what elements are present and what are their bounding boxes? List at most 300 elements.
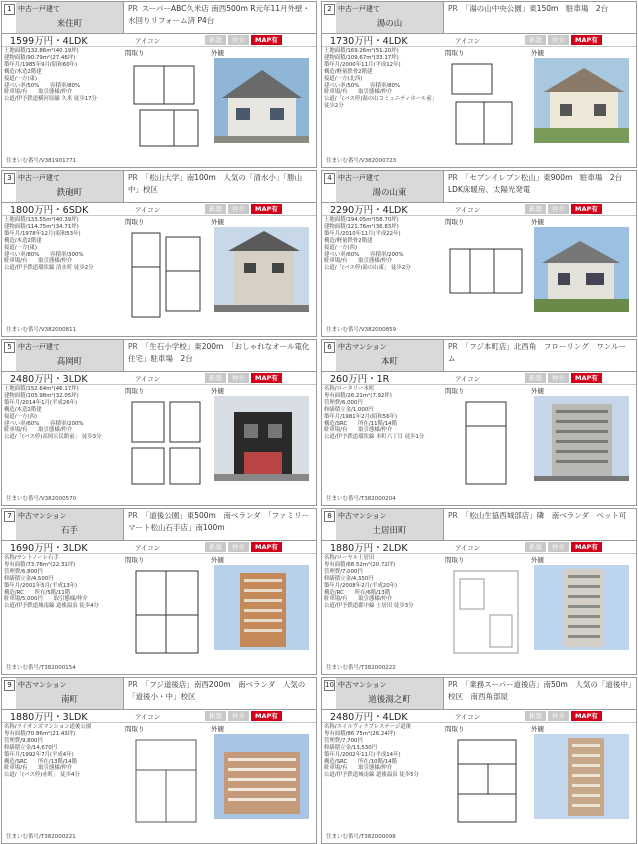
listing-card[interactable]: [1, 1, 317, 168]
new-badge: 新築: [205, 204, 226, 214]
spec-line: 公道/伊予鉄道環状線 清水町 徒歩2分: [4, 265, 94, 272]
spec-line: 建物面積/114.75m²(34.71坪): [4, 223, 79, 230]
reference-number: 住まいむ番号/T382000098: [326, 834, 396, 840]
exterior-photo[interactable]: [214, 565, 309, 650]
listing-number: 1: [4, 4, 15, 15]
spec-line: 公道/「(バス停)高岡公民館前」 徒歩3分: [4, 434, 102, 441]
spec-line: 建ぺい率/50% 容積率/80%: [324, 82, 401, 89]
spec-line: 専有面積/73.78m²(22.31坪): [4, 561, 76, 568]
floorplan-area: [443, 723, 529, 833]
spec-line: 公道/「(バス停)湯の山コミュニティホール前」 徒歩2分: [324, 96, 438, 110]
fee-badge: 仲介: [548, 373, 569, 383]
property-location: 来住町: [56, 19, 83, 29]
new-badge: 新築: [525, 711, 546, 721]
pr-text: PR 「セブンイレブン松山」東900m 駐車場 2台 LDK床暖房、太陽光発電: [448, 173, 630, 194]
spec-line: 接道/一方(西): [4, 413, 37, 420]
spec-line: 管理費/7,000円: [324, 568, 363, 575]
icon-label: アイコン: [135, 36, 161, 45]
price: 2480万円・3LDK: [10, 374, 88, 385]
fee-badge: 仲介: [548, 711, 569, 721]
exterior-area: [209, 723, 316, 833]
spec-line: 接道/一方(東): [4, 75, 37, 82]
spec-line: 築年月/2010年11月(平成22年): [324, 230, 401, 237]
fee-badge: 仲介: [228, 204, 249, 214]
card-header: [2, 2, 316, 34]
type-box: [16, 171, 124, 202]
reference-number: 住まいむ番号/T382000222: [326, 665, 396, 671]
pr-text: PR 「松山生協西城部店」隣 南ベランダ ペット可: [448, 511, 627, 520]
pr-content: 「松山大学」南100m 人気の「清水小」「勝山中」校区: [128, 173, 303, 194]
floorplan-image[interactable]: [446, 396, 526, 488]
spec-line: 名称/ロータリー本町: [324, 386, 375, 392]
spec-line: 築年月/2000年11月(平成12年): [324, 61, 401, 68]
exterior-photo[interactable]: [214, 58, 309, 143]
spec-line: 管理費/7,700円: [324, 737, 363, 744]
exterior-area: [529, 385, 636, 495]
type-box: [336, 171, 444, 202]
property-type: 中古マンション: [338, 681, 387, 689]
new-badge: 新築: [525, 373, 546, 383]
listing-number: 3: [4, 173, 15, 184]
floorplan-image[interactable]: [126, 565, 206, 657]
map-badge[interactable]: MAP有: [251, 35, 282, 45]
map-badge[interactable]: MAP有: [571, 204, 602, 214]
spec-line: 修繕積立金/4,500円: [4, 575, 54, 582]
exterior-label: 外観: [531, 218, 544, 226]
icon-label: アイコン: [135, 712, 161, 721]
floorplan-area: [443, 385, 529, 495]
spec-line: 駐車場/有 取引態様/仲介: [324, 258, 393, 265]
spec-list: [2, 723, 123, 833]
spec-list: [2, 554, 123, 664]
spec-line: 建物面積/121.76m²(36.83坪): [324, 223, 399, 230]
property-location: 石手: [60, 526, 78, 536]
pr-text: PR 「生石小学校」東200m 「おしゃれなオール電化住宅」駐車場 2台: [128, 342, 310, 363]
spec-line: 土地面積/152.64m²(46.17坪): [4, 386, 79, 392]
map-badge[interactable]: MAP有: [571, 711, 602, 721]
spec-line: 公道/伊予鉄道城南線 道後温泉 徒歩5分: [324, 772, 419, 779]
property-location: 道後湯之町: [368, 695, 411, 705]
spec-line: 公道/伊予鉄道郡中線 土居田 徒歩3分: [324, 603, 414, 610]
card-body: [2, 47, 316, 157]
map-badge[interactable]: MAP有: [251, 711, 282, 721]
floorplan-image[interactable]: [446, 565, 526, 657]
floorplan-label: 間取り: [445, 218, 465, 226]
spec-line: 建ぺい率/60% 容積率/200%: [4, 420, 84, 427]
spec-line: 築年月/2001年5月(平成13年): [4, 582, 78, 589]
property-location: 土居田町: [372, 526, 407, 536]
floorplan-area: [123, 47, 209, 157]
listing-card[interactable]: [1, 677, 317, 844]
floorplan-label: 間取り: [125, 556, 145, 564]
spec-line: 建物面積/109.67m²(33.17坪): [324, 54, 399, 61]
spec-line: 修繕積立金/4,350円: [324, 575, 374, 582]
pr-content: 「業務スーパー道後店」南50m 人気の「道後中」校区 南西角部屋: [448, 680, 632, 701]
property-type: 中古マンション: [338, 512, 387, 520]
price-row: [322, 710, 636, 723]
floorplan-label: 間取り: [125, 218, 145, 226]
pr-text: PR 「道後公園」東500m 南ベランダ 「ファミリーマート松山石手店」南100m: [128, 511, 310, 532]
listing-number: 10: [325, 681, 334, 689]
exterior-label: 外観: [211, 49, 224, 57]
map-badge[interactable]: MAP有: [571, 35, 602, 45]
price-row: [322, 203, 636, 216]
spec-line: 接道/一方(西): [324, 244, 357, 251]
spec-line: 構造/RC 所在/5階/11階: [4, 589, 71, 596]
exterior-photo[interactable]: [534, 396, 629, 481]
icon-label: アイコン: [455, 205, 481, 214]
spec-line: 管理費/6,800円: [4, 568, 43, 575]
pr-content: 「湯の山中央公園」東150m 駐車場 2台: [461, 4, 609, 13]
spec-line: 構造/軽量鉄骨2階建: [324, 68, 373, 75]
price: 1599万円・4LDK: [10, 36, 88, 47]
reference-number: 住まいむ番号/V382000859: [326, 327, 397, 333]
spec-line: 土地面積/132.86m²(40.19坪): [4, 48, 79, 54]
floorplan-image[interactable]: [126, 734, 206, 826]
property-location: 鉄砲町: [56, 188, 83, 198]
listing-card[interactable]: [1, 508, 317, 675]
map-badge[interactable]: MAP有: [571, 373, 602, 383]
pr-content: 「松山生協西城部店」隣 南ベランダ ペット可: [461, 511, 627, 520]
fee-badge: 仲介: [548, 35, 569, 45]
floorplan-label: 間取り: [125, 387, 145, 395]
floorplan-image[interactable]: [126, 396, 206, 488]
price: 2480万円・4LDK: [330, 712, 408, 723]
spec-list: [322, 47, 443, 157]
spec-line: 建ぺい率/50% 容積率/80%: [4, 82, 81, 89]
listing-card[interactable]: [321, 508, 637, 675]
icon-label: アイコン: [135, 543, 161, 552]
spec-line: 公道/伊予鉄道環状線 本町六丁目 徒歩1分: [324, 434, 425, 441]
pr-text: PR スーパーABC久米店 南西500m R元年11月外壁・水回りリフォーム済 P4台: [128, 4, 311, 25]
price-row: [2, 541, 316, 554]
spec-line: 公道/「(バス停)湯の山東」 徒歩2分: [324, 265, 411, 272]
listing-card[interactable]: [321, 170, 637, 337]
spec-line: 管理費/9,800円: [4, 737, 43, 744]
spec-line: 名称/ローヤル土居田: [324, 555, 375, 561]
floorplan-label: 間取り: [125, 49, 145, 57]
spec-line: 駐車場/有 取引態様/仲介: [324, 765, 393, 772]
icon-label: アイコン: [455, 712, 481, 721]
map-badge[interactable]: MAP有: [251, 542, 282, 552]
spec-line: 修繕積立金/1,000円: [324, 406, 374, 413]
listing-card[interactable]: [321, 1, 637, 168]
pr-text: PR 「湯の山中央公園」東150m 駐車場 2台: [448, 4, 609, 13]
listing-card[interactable]: [321, 339, 637, 506]
exterior-area: [529, 216, 636, 326]
exterior-photo[interactable]: [534, 565, 629, 650]
spec-list: [322, 216, 443, 326]
spec-line: 建ぺい率/60% 容積率/200%: [324, 251, 404, 258]
pr-text: PR 「松山大学」南100m 人気の「清水小」「勝山中」校区: [128, 173, 303, 194]
listing-number: 4: [324, 173, 335, 184]
fee-badge: 仲介: [228, 542, 249, 552]
spec-line: 接道/一方(東): [4, 244, 37, 251]
spec-line: 建物面積/90.79m²(27.46坪): [4, 54, 76, 61]
new-badge: 新築: [205, 711, 226, 721]
property-type: 中古一戸建て: [18, 5, 60, 13]
listing-card[interactable]: [321, 677, 637, 844]
spec-list: [2, 216, 123, 326]
property-location: 湯の山: [376, 19, 403, 29]
listing-number: 5: [4, 342, 15, 353]
listing-number: 2: [324, 4, 335, 15]
price: 1880万円・2LDK: [330, 543, 408, 554]
floorplan-image[interactable]: [126, 58, 206, 150]
spec-line: 専有面積/26.21m²(7.92坪): [324, 392, 392, 399]
card-header: [322, 678, 636, 710]
card-header: [322, 2, 636, 34]
new-badge: 新築: [525, 204, 546, 214]
card-header: [2, 509, 316, 541]
card-header: [2, 340, 316, 372]
spec-line: 駐車場/有 取引態様/仲介: [324, 596, 393, 603]
floorplan-area: [123, 385, 209, 495]
fee-badge: 仲介: [548, 542, 569, 552]
spec-line: 築年月/2014年1月(平成26年): [4, 399, 78, 406]
spec-line: 専有面積/70.86m²(21.43坪): [4, 730, 76, 737]
spec-line: 構造/木造2階建: [4, 237, 42, 244]
new-badge: 新築: [525, 542, 546, 552]
spec-line: 構造/SRC 所在/13階/14階: [4, 758, 77, 765]
spec-line: 管理費/6,000円: [324, 399, 363, 406]
price-row: [322, 541, 636, 554]
spec-line: 構造/木造2階建: [4, 406, 42, 413]
exterior-area: [529, 47, 636, 157]
property-type: 中古一戸建て: [338, 5, 380, 13]
spec-line: 接道/一方(北西): [324, 75, 363, 82]
icon-label: アイコン: [135, 374, 161, 383]
reference-number: 住まいむ番号/V382000570: [6, 496, 77, 502]
pr-text: PR 「フジ本町店」北西角 フローリング ワンルーム: [448, 342, 627, 363]
spec-line: 駐車場/有 取引態様/仲介: [324, 427, 393, 434]
pr-content: 「道後公園」東500m 南ベランダ 「ファミリーマート松山石手店」南100m: [128, 511, 310, 532]
listing-card[interactable]: [1, 170, 317, 337]
card-header: [322, 171, 636, 203]
icon-label: アイコン: [135, 205, 161, 214]
spec-line: 名称/ライオンズマンション道後公園: [4, 724, 92, 730]
type-box: [336, 340, 444, 371]
reference-number: 住まいむ番号/T382000221: [6, 834, 76, 840]
card-body: [2, 216, 316, 326]
property-type: 中古一戸建て: [18, 174, 60, 182]
floorplan-image[interactable]: [446, 227, 526, 319]
listing-number: 9: [4, 680, 15, 691]
price-row: [2, 34, 316, 47]
spec-line: 築年月/1978年12月(昭和53年): [4, 230, 81, 237]
spec-line: 築年月/2002年11月(平成14年): [324, 751, 401, 758]
pr-content: 「フジ道後店」南西200m 南ベランダ 人気の「道後小・中」校区: [128, 680, 306, 701]
exterior-label: 外観: [211, 218, 224, 226]
icon-label: アイコン: [455, 543, 481, 552]
spec-line: 構造/SRC 所在/10階/14階: [324, 758, 397, 765]
exterior-label: 外観: [531, 556, 544, 564]
type-box: [336, 2, 444, 33]
exterior-area: [529, 723, 636, 833]
property-location: 湯の山東: [372, 188, 407, 198]
spec-line: 公道/「(バス停)赤町」 徒歩4分: [4, 772, 80, 779]
spec-line: 構造/木造2階建: [4, 68, 42, 75]
type-box: [336, 509, 444, 540]
price: 1880万円・3LDK: [10, 712, 88, 723]
exterior-label: 外観: [211, 556, 224, 564]
exterior-area: [209, 385, 316, 495]
map-badge[interactable]: MAP有: [571, 542, 602, 552]
spec-list: [322, 554, 443, 664]
exterior-label: 外観: [211, 387, 224, 395]
floorplan-image[interactable]: [446, 734, 526, 826]
floorplan-image[interactable]: [126, 227, 206, 319]
exterior-photo[interactable]: [214, 396, 309, 481]
fee-badge: 仲介: [548, 204, 569, 214]
pr-content: 「フジ本町店」北西角 フローリング ワンルーム: [448, 342, 627, 363]
type-box: [16, 340, 124, 371]
property-type: 中古マンション: [18, 512, 67, 520]
exterior-label: 外観: [531, 387, 544, 395]
exterior-area: [209, 47, 316, 157]
property-location: 高岡町: [56, 357, 83, 367]
type-box: [16, 2, 124, 33]
card-body: [2, 723, 316, 833]
card-body: [322, 723, 636, 833]
spec-line: 築年月/1992年7月(平成4年): [4, 751, 74, 758]
spec-line: 駐車場/有 取引態様/仲介: [4, 89, 73, 96]
property-type: 中古マンション: [18, 681, 67, 689]
exterior-area: [209, 216, 316, 326]
floorplan-label: 間取り: [445, 387, 465, 395]
spec-line: 駐車場/有 取引態様/仲介: [4, 765, 73, 772]
spec-line: 名称/エイルヴィラプレステージ道後: [324, 724, 412, 730]
price-row: [2, 203, 316, 216]
type-box: [16, 678, 124, 709]
fee-badge: 仲介: [228, 373, 249, 383]
floorplan-label: 間取り: [445, 556, 465, 564]
exterior-photo[interactable]: [214, 227, 309, 312]
spec-line: 築年月/2008年2月(平成20年): [324, 582, 398, 589]
card-body: [322, 385, 636, 495]
reference-number: 住まいむ番号/V382000811: [6, 327, 77, 333]
map-badge[interactable]: MAP有: [251, 204, 282, 214]
icon-label: アイコン: [455, 374, 481, 383]
icon-label: アイコン: [455, 36, 481, 45]
spec-line: 公道/伊予鉄道横河原線 久米 徒歩17分: [4, 96, 97, 103]
spec-line: 構造/RC 所在/6階/13階: [324, 589, 391, 596]
spec-line: 建物面積/105.98m²(32.05坪): [4, 392, 79, 399]
spec-line: 駐車場/有 取引態様/仲介: [4, 258, 73, 265]
price-row: [322, 372, 636, 385]
floorplan-area: [443, 47, 529, 157]
map-badge[interactable]: MAP有: [251, 373, 282, 383]
card-header: [2, 678, 316, 710]
spec-line: 構造/SRC 所在/11階/14階: [324, 420, 397, 427]
spec-line: 専有面積/68.52m²(20.72坪): [324, 561, 396, 568]
exterior-photo[interactable]: [534, 58, 629, 143]
spec-list: [322, 723, 443, 833]
card-body: [322, 216, 636, 326]
property-type: 中古一戸建て: [338, 174, 380, 182]
spec-line: 土地面積/169.26m²(51.20坪): [324, 48, 399, 54]
spec-line: 駐車場/有 取引態様/仲介: [4, 427, 73, 434]
exterior-area: [529, 554, 636, 664]
pr-content: 「生石小学校」東200m 「おしゃれなオール電化住宅」駐車場 2台: [128, 342, 310, 363]
floorplan-area: [123, 216, 209, 326]
price-row: [322, 34, 636, 47]
floorplan-area: [443, 216, 529, 326]
new-badge: 新築: [205, 373, 226, 383]
listing-number: 6: [324, 342, 335, 353]
listing-number: 7: [4, 511, 15, 522]
floorplan-image[interactable]: [446, 58, 526, 150]
spec-line: 土地面積/133.55m²(40.39坪): [4, 217, 79, 223]
property-location: 南町: [60, 695, 78, 705]
type-box: [336, 678, 444, 709]
card-body: [2, 554, 316, 664]
card-body: [322, 47, 636, 157]
new-badge: 新築: [205, 35, 226, 45]
listing-number: 8: [324, 511, 335, 522]
spec-line: 築年月/1985年9月(昭和60年): [4, 61, 78, 68]
exterior-photo[interactable]: [214, 734, 309, 819]
floorplan-area: [123, 554, 209, 664]
price: 1730万円・4LDK: [330, 36, 408, 47]
spec-line: 修繕積立金/14,670円: [4, 744, 58, 751]
price-row: [2, 372, 316, 385]
price: 260万円・1R: [330, 374, 390, 385]
spec-line: 建ぺい率/80% 容積率/300%: [4, 251, 84, 258]
pr-text: PR 「フジ道後店」南西200m 南ベランダ 人気の「道後小・中」校区: [128, 680, 306, 701]
spec-list: [2, 385, 123, 495]
pr-content: 「セブンイレブン松山」東900m 駐車場 2台 LDK床暖房、太陽光発電: [448, 173, 630, 194]
spec-line: 土地面積/194.05m²(58.70坪): [324, 217, 399, 223]
price-row: [2, 710, 316, 723]
spec-line: 駐車場/5,000円 取引態様/仲介: [4, 596, 88, 603]
pr-text: PR 「業務スーパー道後店」南50m 人気の「道後中」校区 南西角部屋: [448, 680, 632, 701]
card-header: [322, 509, 636, 541]
spec-list: [322, 385, 443, 495]
reference-number: 住まいむ番号/T382000204: [326, 496, 396, 502]
pr-content: スーパーABC久米店 南西500m R元年11月外壁・水回りリフォーム済 P4台: [128, 4, 311, 25]
floorplan-label: 間取り: [125, 725, 145, 733]
exterior-label: 外観: [531, 49, 544, 57]
reference-number: 住まいむ番号/V382000723: [326, 158, 397, 164]
listing-card[interactable]: [1, 339, 317, 506]
exterior-photo[interactable]: [534, 227, 629, 312]
spec-line: 構造/軽量鉄骨2階建: [324, 237, 373, 244]
spec-line: 専有面積/86.75m²(26.24坪): [324, 730, 396, 737]
new-badge: 新築: [205, 542, 226, 552]
price: 1800万円・6SDK: [10, 205, 89, 216]
property-type: 中古一戸建て: [18, 343, 60, 351]
floorplan-area: [123, 723, 209, 833]
spec-line: 公道/伊予鉄道城南線 道後温泉 徒歩4分: [4, 603, 99, 610]
floorplan-label: 間取り: [445, 725, 465, 733]
floorplan-label: 間取り: [445, 49, 465, 57]
fee-badge: 仲介: [228, 711, 249, 721]
card-header: [2, 171, 316, 203]
price: 1690万円・3LDK: [10, 543, 88, 554]
exterior-label: 外観: [211, 725, 224, 733]
reference-number: 住まいむ番号/V381901771: [6, 158, 77, 164]
spec-list: [2, 47, 123, 157]
exterior-photo[interactable]: [534, 734, 629, 819]
spec-line: 名称/サントノーレ石手: [4, 555, 59, 561]
exterior-area: [209, 554, 316, 664]
exterior-label: 外観: [531, 725, 544, 733]
card-header: [322, 340, 636, 372]
fee-badge: 仲介: [228, 35, 249, 45]
spec-line: 築年月/1981年2月(昭和56年): [324, 413, 398, 420]
spec-line: 駐車場/有 取引態様/仲介: [324, 89, 393, 96]
